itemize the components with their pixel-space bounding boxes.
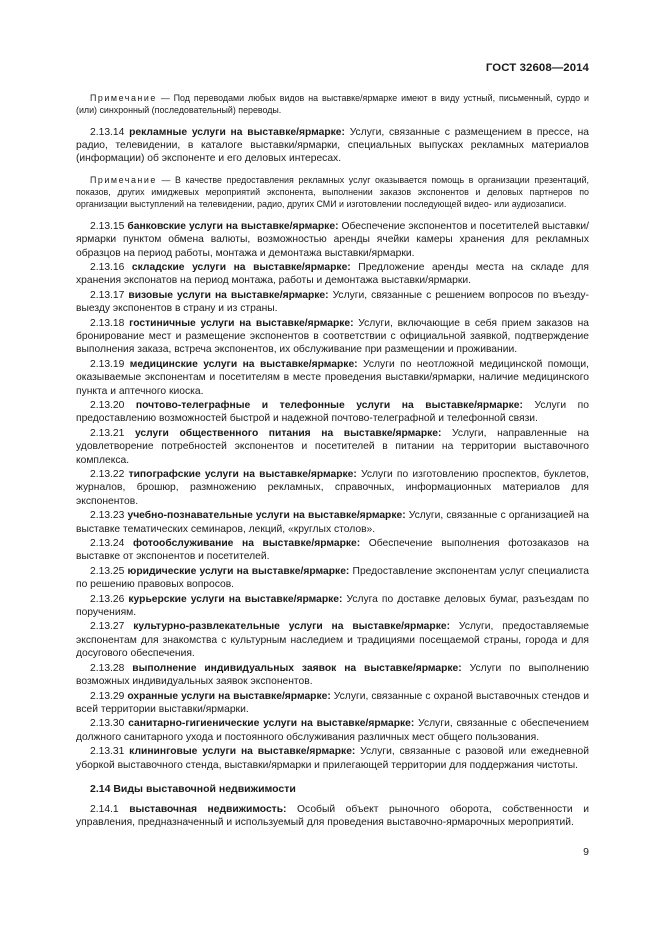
note-label: Примечание	[90, 174, 157, 185]
clause-term: услуги общественного питания на выставке/ярмарке:	[134, 427, 442, 439]
clause-number: 2.13.16	[90, 261, 125, 273]
clause-number: 2.13.30	[90, 718, 125, 730]
clause-number: 2.13.21	[90, 427, 125, 439]
clause-number: 2.13.19	[90, 358, 125, 370]
clause-2-13-18	[76, 317, 589, 357]
clause-2-13-26	[76, 593, 589, 620]
clause-2-13-20	[76, 399, 589, 426]
clause-number: 2.13.20	[90, 399, 125, 411]
clause-text: Предоставление экспонентам услуг специалиста по решению правовых вопросов.	[76, 565, 589, 591]
clause-number: 2.13.14	[90, 126, 125, 138]
clause-text: Обеспечение экспонентов и посетителей выставки/ярмарки пунктом обмена валюты, возможностью аренды ячейки камеры хранения для рекламных образцов на период работы, монтажа и демонтажа выставки/ярмарки.	[76, 220, 589, 259]
clause-2-14-1	[76, 803, 589, 830]
clause-number: 2.13.29	[90, 690, 125, 702]
clause-2-13-27	[76, 620, 589, 660]
section-heading: 2.14 Виды выставочной недвижимости	[90, 782, 296, 795]
note-interpreting	[76, 92, 589, 117]
clause-term: курьерские услуги на выставке/ярмарке:	[128, 593, 343, 605]
clause-term: банковские услуги на выставке/ярмарке:	[127, 220, 339, 232]
clause-number: 2.13.15	[90, 220, 125, 232]
clause-number: 2.13.22	[90, 469, 125, 481]
clause-text: Услуги, связанные с размещением в прессе, на радио, телевидении, в каталоге выставки/ярмарки, специальных выпусках рекламных материалов (информации) об экспоненте и его деловых интересах.	[76, 126, 589, 165]
clause-term: складские услуги на выставке/ярмарке:	[131, 261, 351, 273]
clause-text: Услуги, направленные на удовлетворение потребностей экспонентов и посетителей в питании на территории выставочного комплекса.	[76, 427, 589, 466]
clause-term: медицинские услуги на выставке/ярмарке:	[129, 358, 358, 370]
clause-2-13-24	[76, 537, 589, 564]
clause-text: Услуги, связанные с организацией на выставке тематических семинаров, лекций, «круглых столов».	[76, 510, 589, 535]
clause-text: Услуги по неотложной медицинской помощи, оказываемые экспонентам и посетителям в месте проведения выставки/ярмарки, наличие медицинского пункта и аптечного киоска.	[76, 358, 589, 397]
clause-number: 2.13.26	[90, 593, 125, 605]
clause-term: выставочная недвижимость:	[129, 803, 287, 815]
clause-text: Услуга по доставке деловых бумаг, разъездам по поручениям.	[76, 593, 589, 619]
note-advertising	[76, 174, 589, 211]
clause-number: 2.13.27	[90, 621, 125, 633]
clause-term: охранные услуги на выставке/ярмарке:	[127, 690, 331, 702]
clause-text: Услуги, связанные с охраной выставочных стендов и всей территории выставки/ярмарки.	[76, 690, 589, 715]
clause-term: почтово-телеграфные и телефонные услуги на выставке/ярмарке:	[135, 399, 523, 411]
clause-term: выполнение индивидуальных заявок на выставке/ярмарке:	[132, 662, 462, 674]
clause-number: 2.13.24	[90, 538, 125, 550]
clause-number: 2.13.18	[90, 317, 125, 329]
clause-term: санитарно-гигиенические услуги на выставке/ярмарке:	[128, 718, 415, 730]
note-text: — Под переводами любых видов на выставке/ярмарке имеют в виду устный, письменный, сурдо и (или) синхронный (последовательный) переводы.	[76, 93, 589, 116]
clause-text: Услуги, связанные с решением вопросов по въезду-выезду экспонентов в страну и из страны.	[76, 289, 589, 315]
clause-text: Услуги, связанные с обеспечением должного санитарного ухода и постоянного обслуживания различных мест общего пользования.	[76, 718, 589, 743]
clause-2-13-21	[76, 427, 589, 467]
clause-2-13-25	[76, 565, 589, 592]
page-number: 9	[583, 846, 589, 858]
clause-2-13-23	[76, 509, 589, 536]
clause-term: визовые услуги на выставке/ярмарке:	[128, 289, 329, 301]
clause-term: учебно-познавательные услуги на выставке/ярмарке:	[127, 510, 406, 522]
clause-number: 2.14.1	[90, 803, 119, 815]
clause-2-13-22	[76, 468, 589, 508]
clause-2-13-15	[76, 220, 589, 260]
clause-2-13-29	[76, 690, 589, 717]
clause-term: фотообслуживание на выставке/ярмарке:	[132, 538, 361, 550]
clause-term: юридические услуги на выставке/ярмарке:	[127, 565, 350, 577]
note-text: — В качестве предоставления рекламных услуг оказывается помощь в организации презентаций, показов, других имиджевых мероприятий экспонента, выполнении заказов экспонентов и деловых партнеров по организации выступлений на телевидении, радио, других СМИ и изготовлении последующей видео- или аудиозаписи.	[76, 174, 589, 210]
clause-text: Услуги по выполнению возможных индивидуальных заявок экспонентов.	[76, 662, 589, 688]
clause-term: рекламные услуги на выставке/ярмарке:	[129, 126, 345, 138]
clause-2-13-28	[76, 662, 589, 689]
clause-2-13-31	[76, 745, 589, 772]
clause-number: 2.13.25	[90, 565, 125, 577]
clause-term: культурно-развлекательные услуги на выставке/ярмарке:	[133, 621, 450, 633]
clause-text: Услуги по предоставлению возможностей быстрой и надежной почтово-телеграфной и телефонной связи.	[76, 399, 589, 425]
clause-text: Услуги, включающие в себя прием заказов на бронирование мест и размещение экспонентов в соответствии с официальной заявкой, подтверждение выполнения заказа, встреча экспонентов, их обслуживание при размещении и проживании.	[76, 317, 589, 356]
clause-term: типографские услуги на выставке/ярмарке:	[128, 469, 357, 481]
clause-number: 2.13.31	[90, 746, 125, 758]
clause-term: гостиничные услуги на выставке/ярмарке:	[129, 317, 354, 329]
clause-text: Услуги по изготовлению проспектов, буклетов, журналов, брошюр, размножению рекламных, справочных, информационных материалов для экспонентов.	[76, 469, 589, 507]
clause-text: Услуги, предоставляемые экспонентам для знакомства с культурным наследием и традициями посещаемой страны, города и для досугового обеспечения.	[76, 621, 589, 660]
clause-number: 2.13.23	[90, 510, 125, 522]
clause-text: Предложение аренды места на складе для хранения экспонатов на период монтажа, работы и демонтажа выставки/ярмарки.	[76, 261, 590, 287]
clause-term: клининговые услуги на выставке/ярмарке:	[129, 746, 356, 758]
clause-text: Обеспечение выполнения фотозаказов на выставке от экспонентов и посетителей.	[76, 538, 589, 563]
clause-2-13-30	[76, 717, 589, 744]
note-label: Примечание	[90, 93, 157, 103]
clause-text: Особый объект рыночного оборота, собственности и управления, предназначенный и используемый для проведения выставочно-ярмарочных мероприятий.	[76, 803, 589, 829]
clause-number: 2.13.17	[90, 289, 125, 301]
clause-text: Услуги, связанные с разовой или ежедневной уборкой выставочного стенда, выставки/ярмарки и прилегающей территории для поддержания чистоты.	[76, 746, 589, 771]
document-body	[76, 92, 589, 831]
clause-2-13-14	[76, 126, 589, 166]
clause-2-13-19	[76, 358, 589, 398]
clause-2-13-16	[76, 261, 589, 288]
clause-number: 2.13.28	[90, 662, 125, 674]
clause-2-13-17	[76, 289, 589, 316]
standard-header: ГОСТ 32608—2014	[485, 62, 589, 74]
